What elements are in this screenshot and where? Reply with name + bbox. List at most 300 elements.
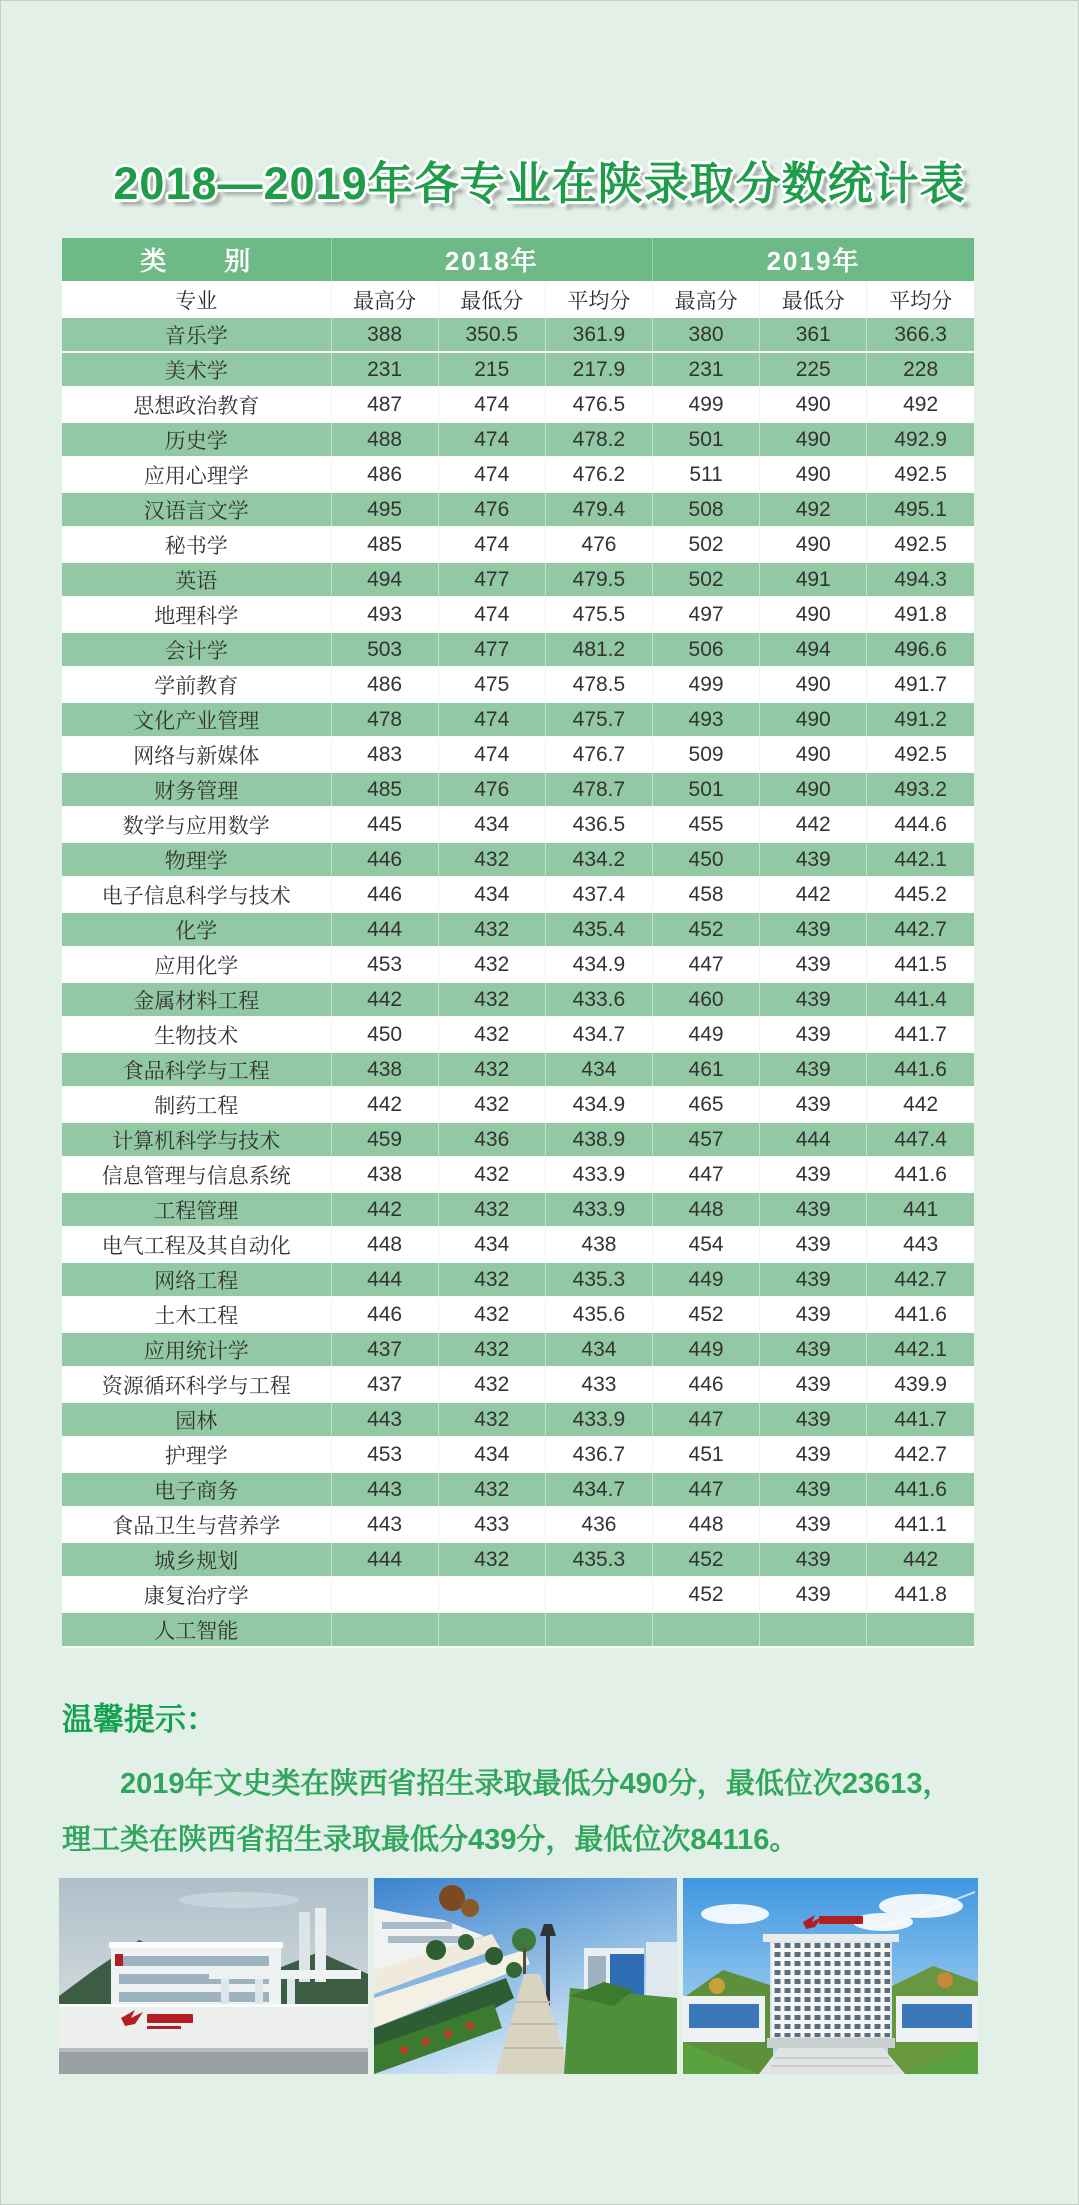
table-row: [62, 1402, 974, 1437]
score-cell: 447: [653, 1157, 760, 1192]
score-cell: 380: [653, 318, 760, 352]
score-cell: 444: [331, 912, 438, 947]
score-cell: 361: [760, 318, 867, 352]
score-cell: 494: [331, 562, 438, 597]
score-cell: 350.5: [438, 318, 545, 352]
major-cell: 美术学: [62, 352, 331, 387]
score-cell: 432: [438, 982, 545, 1017]
major-cell: 康复治疗学: [62, 1577, 331, 1612]
score-cell: 441.8: [867, 1577, 974, 1612]
score-cell: [653, 1612, 760, 1647]
header-2018-avg: 平均分: [545, 281, 652, 318]
campus-photos: [59, 1878, 978, 2074]
score-cell: 490: [760, 457, 867, 492]
score-cell: 452: [653, 912, 760, 947]
score-cell: 439: [760, 947, 867, 982]
score-cell: 474: [438, 457, 545, 492]
score-cell: 490: [760, 702, 867, 737]
score-cell: 448: [653, 1192, 760, 1227]
score-cell: 433.9: [545, 1157, 652, 1192]
table-row: [62, 422, 974, 457]
table-row: [62, 597, 974, 632]
score-cell: 441.6: [867, 1472, 974, 1507]
table-row: [62, 1017, 974, 1052]
score-cell: 479.5: [545, 562, 652, 597]
header-year-2018: 2018年: [331, 238, 652, 281]
score-cell: 436: [545, 1507, 652, 1542]
score-cell: 508: [653, 492, 760, 527]
score-cell: 435.4: [545, 912, 652, 947]
score-cell: 493.2: [867, 772, 974, 807]
score-cell: 491.8: [867, 597, 974, 632]
score-cell: 437: [331, 1332, 438, 1367]
score-cell: 444: [331, 1542, 438, 1577]
score-cell: 494: [760, 632, 867, 667]
score-cell: 450: [653, 842, 760, 877]
score-cell: 434.9: [545, 1087, 652, 1122]
score-cell: [545, 1612, 652, 1647]
table-header-row: [62, 238, 974, 281]
score-cell: 509: [653, 737, 760, 772]
table-row: [62, 1192, 974, 1227]
score-cell: 449: [653, 1332, 760, 1367]
score-cell: 439: [760, 1262, 867, 1297]
score-cell: 361.9: [545, 318, 652, 352]
table-row: [62, 352, 974, 387]
score-cell: 474: [438, 597, 545, 632]
table-row: [62, 387, 974, 422]
score-cell: 448: [653, 1507, 760, 1542]
score-cell: 445.2: [867, 877, 974, 912]
major-cell: 应用心理学: [62, 457, 331, 492]
score-cell: 503: [331, 632, 438, 667]
score-cell: 434: [545, 1332, 652, 1367]
table-row: [62, 807, 974, 842]
score-cell: 366.3: [867, 318, 974, 352]
score-cell: 453: [331, 1437, 438, 1472]
score-cell: 453: [331, 947, 438, 982]
score-cell: 441: [867, 1192, 974, 1227]
score-cell: 494.3: [867, 562, 974, 597]
major-cell: 信息管理与信息系统: [62, 1157, 331, 1192]
score-cell: 442: [760, 807, 867, 842]
table-row: [62, 842, 974, 877]
score-cell: 434.2: [545, 842, 652, 877]
score-cell: [438, 1577, 545, 1612]
score-cell: 439: [760, 1227, 867, 1262]
table-row: [62, 912, 974, 947]
score-cell: 451: [653, 1437, 760, 1472]
table-row: [62, 1437, 974, 1472]
score-cell: 432: [438, 1087, 545, 1122]
score-cell: 434: [545, 1052, 652, 1087]
score-cell: 231: [653, 352, 760, 387]
score-cell: 441.6: [867, 1052, 974, 1087]
table-row: [62, 1297, 974, 1332]
score-cell: 493: [331, 597, 438, 632]
major-cell: 食品卫生与营养学: [62, 1507, 331, 1542]
table-row: [62, 1157, 974, 1192]
score-cell: 439: [760, 1542, 867, 1577]
score-cell: 439.9: [867, 1367, 974, 1402]
score-cell: 432: [438, 912, 545, 947]
score-cell: 491.2: [867, 702, 974, 737]
table-row: [62, 632, 974, 667]
score-cell: 485: [331, 772, 438, 807]
major-cell: 网络与新媒体: [62, 737, 331, 772]
score-cell: 432: [438, 947, 545, 982]
score-cell: 447: [653, 1402, 760, 1437]
score-cell: 490: [760, 527, 867, 562]
table-row: [62, 1367, 974, 1402]
score-cell: 499: [653, 667, 760, 702]
score-cell: 477: [438, 562, 545, 597]
score-cell: 434: [438, 807, 545, 842]
score-cell: 457: [653, 1122, 760, 1157]
score-cell: 442.7: [867, 1262, 974, 1297]
score-cell: 438: [545, 1227, 652, 1262]
score-cell: 444.6: [867, 807, 974, 842]
score-cell: 486: [331, 667, 438, 702]
table-row: [62, 492, 974, 527]
major-cell: 人工智能: [62, 1612, 331, 1647]
score-cell: 435.3: [545, 1262, 652, 1297]
score-cell: 432: [438, 1017, 545, 1052]
header-category: 类 别: [62, 238, 331, 281]
score-cell: 432: [438, 1192, 545, 1227]
score-cell: 439: [760, 912, 867, 947]
score-cell: 439: [760, 1157, 867, 1192]
score-cell: 491.7: [867, 667, 974, 702]
score-cell: 476.7: [545, 737, 652, 772]
tips-heading: 温馨提示：: [62, 1702, 217, 1737]
score-cell: 449: [653, 1262, 760, 1297]
score-cell: 501: [653, 772, 760, 807]
major-cell: 土木工程: [62, 1297, 331, 1332]
score-cell: 474: [438, 737, 545, 772]
score-cell: 388: [331, 318, 438, 352]
score-cell: 444: [331, 1262, 438, 1297]
major-cell: 历史学: [62, 422, 331, 457]
table-row: [62, 1332, 974, 1367]
score-cell: 490: [760, 667, 867, 702]
score-cell: 461: [653, 1052, 760, 1087]
score-cell: 433.9: [545, 1402, 652, 1437]
score-cell: 441.4: [867, 982, 974, 1017]
score-cell: 460: [653, 982, 760, 1017]
score-cell: 492.5: [867, 737, 974, 772]
score-cell: 446: [331, 1297, 438, 1332]
score-cell: 435.6: [545, 1297, 652, 1332]
score-cell: 476: [438, 772, 545, 807]
score-cell: 442.1: [867, 1332, 974, 1367]
major-cell: 电子商务: [62, 1472, 331, 1507]
score-cell: 439: [760, 1297, 867, 1332]
header-2019-avg: 平均分: [867, 281, 974, 318]
score-cell: 446: [331, 877, 438, 912]
score-cell: [760, 1612, 867, 1647]
score-cell: [331, 1612, 438, 1647]
score-cell: 432: [438, 1157, 545, 1192]
score-cell: 474: [438, 387, 545, 422]
score-cell: 441.5: [867, 947, 974, 982]
score-cell: 447.4: [867, 1122, 974, 1157]
score-cell: 481.2: [545, 632, 652, 667]
score-cell: 442: [867, 1542, 974, 1577]
score-cell: 432: [438, 842, 545, 877]
score-cell: 476.5: [545, 387, 652, 422]
score-cell: 444: [760, 1122, 867, 1157]
score-cell: 491: [760, 562, 867, 597]
score-cell: 449: [653, 1017, 760, 1052]
score-cell: 225: [760, 352, 867, 387]
major-cell: 电子信息科学与技术: [62, 877, 331, 912]
score-cell: 439: [760, 1367, 867, 1402]
score-cell: 476.2: [545, 457, 652, 492]
header-2018-min: 最低分: [438, 281, 545, 318]
score-cell: 441.6: [867, 1297, 974, 1332]
score-cell: 446: [331, 842, 438, 877]
header-year-2019: 2019年: [653, 238, 975, 281]
score-cell: 442: [331, 1087, 438, 1122]
major-cell: 计算机科学与技术: [62, 1122, 331, 1157]
score-cell: 439: [760, 1507, 867, 1542]
score-cell: 497: [653, 597, 760, 632]
score-cell: 442: [867, 1087, 974, 1122]
table-row: [62, 1542, 974, 1577]
table-row: [62, 1227, 974, 1262]
major-cell: 音乐学: [62, 318, 331, 352]
score-cell: 432: [438, 1297, 545, 1332]
score-cell: [438, 1612, 545, 1647]
score-cell: 439: [760, 1472, 867, 1507]
score-cell: 450: [331, 1017, 438, 1052]
major-cell: 思想政治教育: [62, 387, 331, 422]
major-cell: 护理学: [62, 1437, 331, 1472]
table-row: [62, 1052, 974, 1087]
major-cell: 学前教育: [62, 667, 331, 702]
score-cell: 490: [760, 772, 867, 807]
score-cell: 475.5: [545, 597, 652, 632]
major-cell: 食品科学与工程: [62, 1052, 331, 1087]
score-cell: 439: [760, 1402, 867, 1437]
score-cell: 479.4: [545, 492, 652, 527]
score-cell: 492.5: [867, 527, 974, 562]
campus-path-photo: [374, 1878, 677, 2074]
score-cell: 486: [331, 457, 438, 492]
table-row: [62, 702, 974, 737]
score-cell: 474: [438, 422, 545, 457]
score-cell: 433: [438, 1507, 545, 1542]
table-row: [62, 737, 974, 772]
score-cell: 439: [760, 1087, 867, 1122]
score-cell: [331, 1577, 438, 1612]
score-cell: 215: [438, 352, 545, 387]
score-cell: 433: [545, 1367, 652, 1402]
score-cell: 443: [331, 1402, 438, 1437]
score-cell: 443: [331, 1507, 438, 1542]
score-cell: 438: [331, 1157, 438, 1192]
score-cell: 439: [760, 1577, 867, 1612]
major-cell: 城乡规划: [62, 1542, 331, 1577]
table-row: [62, 947, 974, 982]
score-cell: 476: [545, 527, 652, 562]
major-cell: 工程管理: [62, 1192, 331, 1227]
table-body: [62, 318, 974, 1647]
header-2019-max: 最高分: [653, 281, 760, 318]
score-cell: 439: [760, 1052, 867, 1087]
score-cell: 438: [331, 1052, 438, 1087]
table-row: [62, 1087, 974, 1122]
score-cell: 217.9: [545, 352, 652, 387]
score-cell: 477: [438, 632, 545, 667]
score-cell: 435.3: [545, 1542, 652, 1577]
major-cell: 会计学: [62, 632, 331, 667]
table-row: [62, 1577, 974, 1612]
score-cell: 436.7: [545, 1437, 652, 1472]
score-cell: 492.5: [867, 457, 974, 492]
major-cell: 化学: [62, 912, 331, 947]
score-cell: 485: [331, 527, 438, 562]
score-cell: 231: [331, 352, 438, 387]
score-cell: 442.7: [867, 912, 974, 947]
tips-body: 2019年文史类在陕西省招生录取最低分490分，最低位次23613，理工类在陕西省招生录取最低分439分，最低位次84116。: [62, 1768, 952, 1856]
table-row: [62, 877, 974, 912]
table-row: [62, 1472, 974, 1507]
score-cell: 439: [760, 982, 867, 1017]
tips-section: [62, 1694, 1018, 1868]
table-row: [62, 1507, 974, 1542]
score-cell: 493: [653, 702, 760, 737]
score-cell: 432: [438, 1367, 545, 1402]
score-cell: 436.5: [545, 807, 652, 842]
table-row: [62, 982, 974, 1017]
score-cell: 459: [331, 1122, 438, 1157]
score-cell: 442: [760, 877, 867, 912]
score-cell: 490: [760, 737, 867, 772]
score-cell: 442: [331, 982, 438, 1017]
score-cell: 490: [760, 597, 867, 632]
score-cell: 499: [653, 387, 760, 422]
score-cell: 490: [760, 422, 867, 457]
score-cell: 442.7: [867, 1437, 974, 1472]
major-cell: 网络工程: [62, 1262, 331, 1297]
score-cell: 502: [653, 562, 760, 597]
score-cell: 432: [438, 1472, 545, 1507]
major-cell: 数学与应用数学: [62, 807, 331, 842]
major-cell: 英语: [62, 562, 331, 597]
score-cell: 436: [438, 1122, 545, 1157]
score-cell: 433.6: [545, 982, 652, 1017]
major-cell: 秘书学: [62, 527, 331, 562]
score-cell: 433.9: [545, 1192, 652, 1227]
score-cell: 439: [760, 1017, 867, 1052]
score-cell: 434: [438, 1227, 545, 1262]
major-cell: 资源循环科学与工程: [62, 1367, 331, 1402]
score-cell: 511: [653, 457, 760, 492]
score-cell: 434: [438, 1437, 545, 1472]
score-cell: 474: [438, 527, 545, 562]
page-title: 2018—2019年各专业在陕录取分数统计表: [113, 158, 966, 209]
score-cell: 501: [653, 422, 760, 457]
score-cell: 458: [653, 877, 760, 912]
major-cell: 电气工程及其自动化: [62, 1227, 331, 1262]
score-cell: 502: [653, 527, 760, 562]
score-cell: 490: [760, 387, 867, 422]
score-cell: 439: [760, 842, 867, 877]
score-table: [62, 238, 974, 1648]
header-2018-max: 最高分: [331, 281, 438, 318]
table-row: [62, 772, 974, 807]
score-cell: 452: [653, 1577, 760, 1612]
major-cell: 应用化学: [62, 947, 331, 982]
table-row: [62, 562, 974, 597]
score-cell: 492.9: [867, 422, 974, 457]
score-cell: 495: [331, 492, 438, 527]
score-cell: 488: [331, 422, 438, 457]
table-row: [62, 527, 974, 562]
score-cell: 487: [331, 387, 438, 422]
score-cell: 434.7: [545, 1017, 652, 1052]
score-cell: 496.6: [867, 632, 974, 667]
table-row: [62, 1262, 974, 1297]
score-cell: 475.7: [545, 702, 652, 737]
table-row: [62, 457, 974, 492]
score-cell: 454: [653, 1227, 760, 1262]
major-cell: 财务管理: [62, 772, 331, 807]
score-cell: [545, 1577, 652, 1612]
score-cell: 442.1: [867, 842, 974, 877]
score-cell: 432: [438, 1402, 545, 1437]
major-cell: 物理学: [62, 842, 331, 877]
score-cell: 432: [438, 1542, 545, 1577]
score-cell: 506: [653, 632, 760, 667]
major-cell: 汉语言文学: [62, 492, 331, 527]
major-cell: 文化产业管理: [62, 702, 331, 737]
table-row: [62, 1612, 974, 1647]
score-cell: 437: [331, 1367, 438, 1402]
campus-gate-photo: [59, 1878, 368, 2074]
score-cell: 478.7: [545, 772, 652, 807]
score-cell: 446: [653, 1367, 760, 1402]
score-cell: 483: [331, 737, 438, 772]
major-cell: 金属材料工程: [62, 982, 331, 1017]
main-building-photo: [683, 1878, 978, 2074]
major-cell: 园林: [62, 1402, 331, 1437]
score-cell: 438.9: [545, 1122, 652, 1157]
score-cell: 448: [331, 1227, 438, 1262]
score-cell: 439: [760, 1332, 867, 1367]
score-cell: 434.9: [545, 947, 652, 982]
score-cell: 492: [760, 492, 867, 527]
score-cell: 445: [331, 807, 438, 842]
score-cell: 434.7: [545, 1472, 652, 1507]
score-cell: 476: [438, 492, 545, 527]
score-cell: 475: [438, 667, 545, 702]
score-cell: 443: [867, 1227, 974, 1262]
score-cell: 437.4: [545, 877, 652, 912]
score-cell: 465: [653, 1087, 760, 1122]
score-cell: 495.1: [867, 492, 974, 527]
score-cell: 228: [867, 352, 974, 387]
score-cell: 432: [438, 1052, 545, 1087]
table-row: [62, 1122, 974, 1157]
score-cell: 439: [760, 1192, 867, 1227]
major-cell: 应用统计学: [62, 1332, 331, 1367]
header-major: 专业: [62, 281, 331, 318]
score-cell: 452: [653, 1297, 760, 1332]
score-cell: 441.6: [867, 1157, 974, 1192]
